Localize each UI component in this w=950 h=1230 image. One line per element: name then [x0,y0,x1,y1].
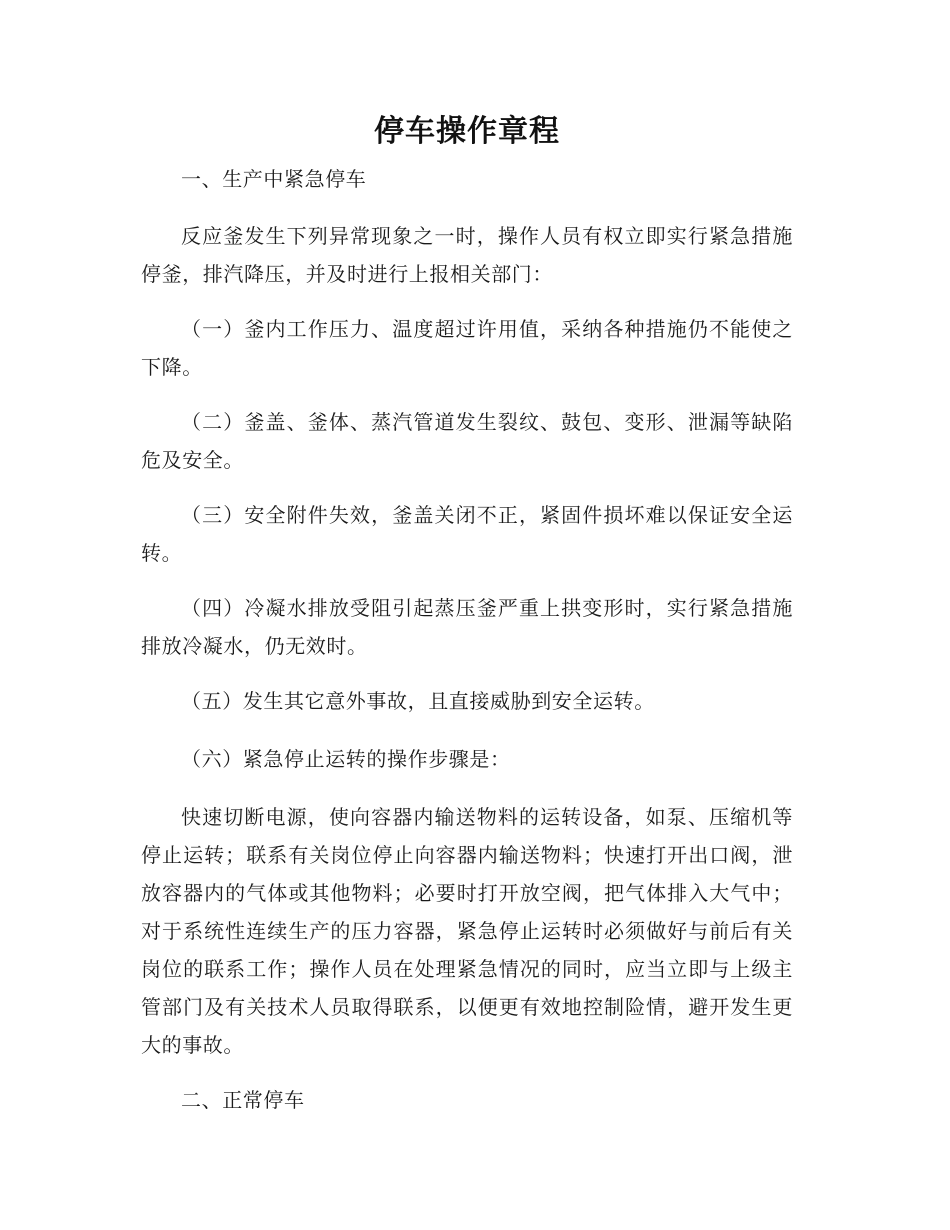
paragraph-condition-6: （六）紧急停止运转的操作步骤是： [181,747,511,771]
paragraph-condition-2: （二）釜盖、釜体、蒸汽管道发生裂纹、鼓包、变形、泄漏等缺陷危及安全。 [141,410,793,472]
section-heading-emergency-stop: 一、生产中紧急停车 [181,167,367,191]
paragraph-emergency-steps: 快速切断电源，使向容器内输送物料的运转设备，如泵、压缩机等停止运转；联系有关岗位停止向容器内输送物料；快速打开出口阀，泄放容器内的气体或其他物料；必要时打开放空阀，把气体排入大气中；对于系统性连续生产的压力容器，紧急停止运转时必须做好与前后有关岗位的联系工作；操作人员在处理紧急情况的同时，应当立即与上级主管部门及有关技术人员取得联系，以便更有效地控制险情，避开发生更大的事故。 [141,805,793,1057]
paragraph-condition-5: （五）发生其它意外事故，且直接威胁到安全运转。 [181,689,655,713]
paragraph-condition-3: （三）安全附件失效，釜盖关闭不正，紧固件损坏难以保证安全运转。 [141,503,793,565]
document-body [141,112,793,1138]
document-title: 停车操作章程 [374,114,560,149]
section-heading-normal-stop: 二、正常停车 [181,1088,305,1112]
paragraph-condition-4: （四）冷凝水排放受阻引起蒸压釜严重上拱变形时，实行紧急措施排放冷凝水，仍无效时。 [141,596,793,658]
paragraph-condition-1: （一）釜内工作压力、温度超过许用值，采纳各种措施仍不能使之下降。 [141,317,793,379]
paragraph-emergency-intro: 反应釜发生下列异常现象之一时，操作人员有权立即实行紧急措施停釜，排汽降压，并及时进行上报相关部门： [141,224,793,286]
